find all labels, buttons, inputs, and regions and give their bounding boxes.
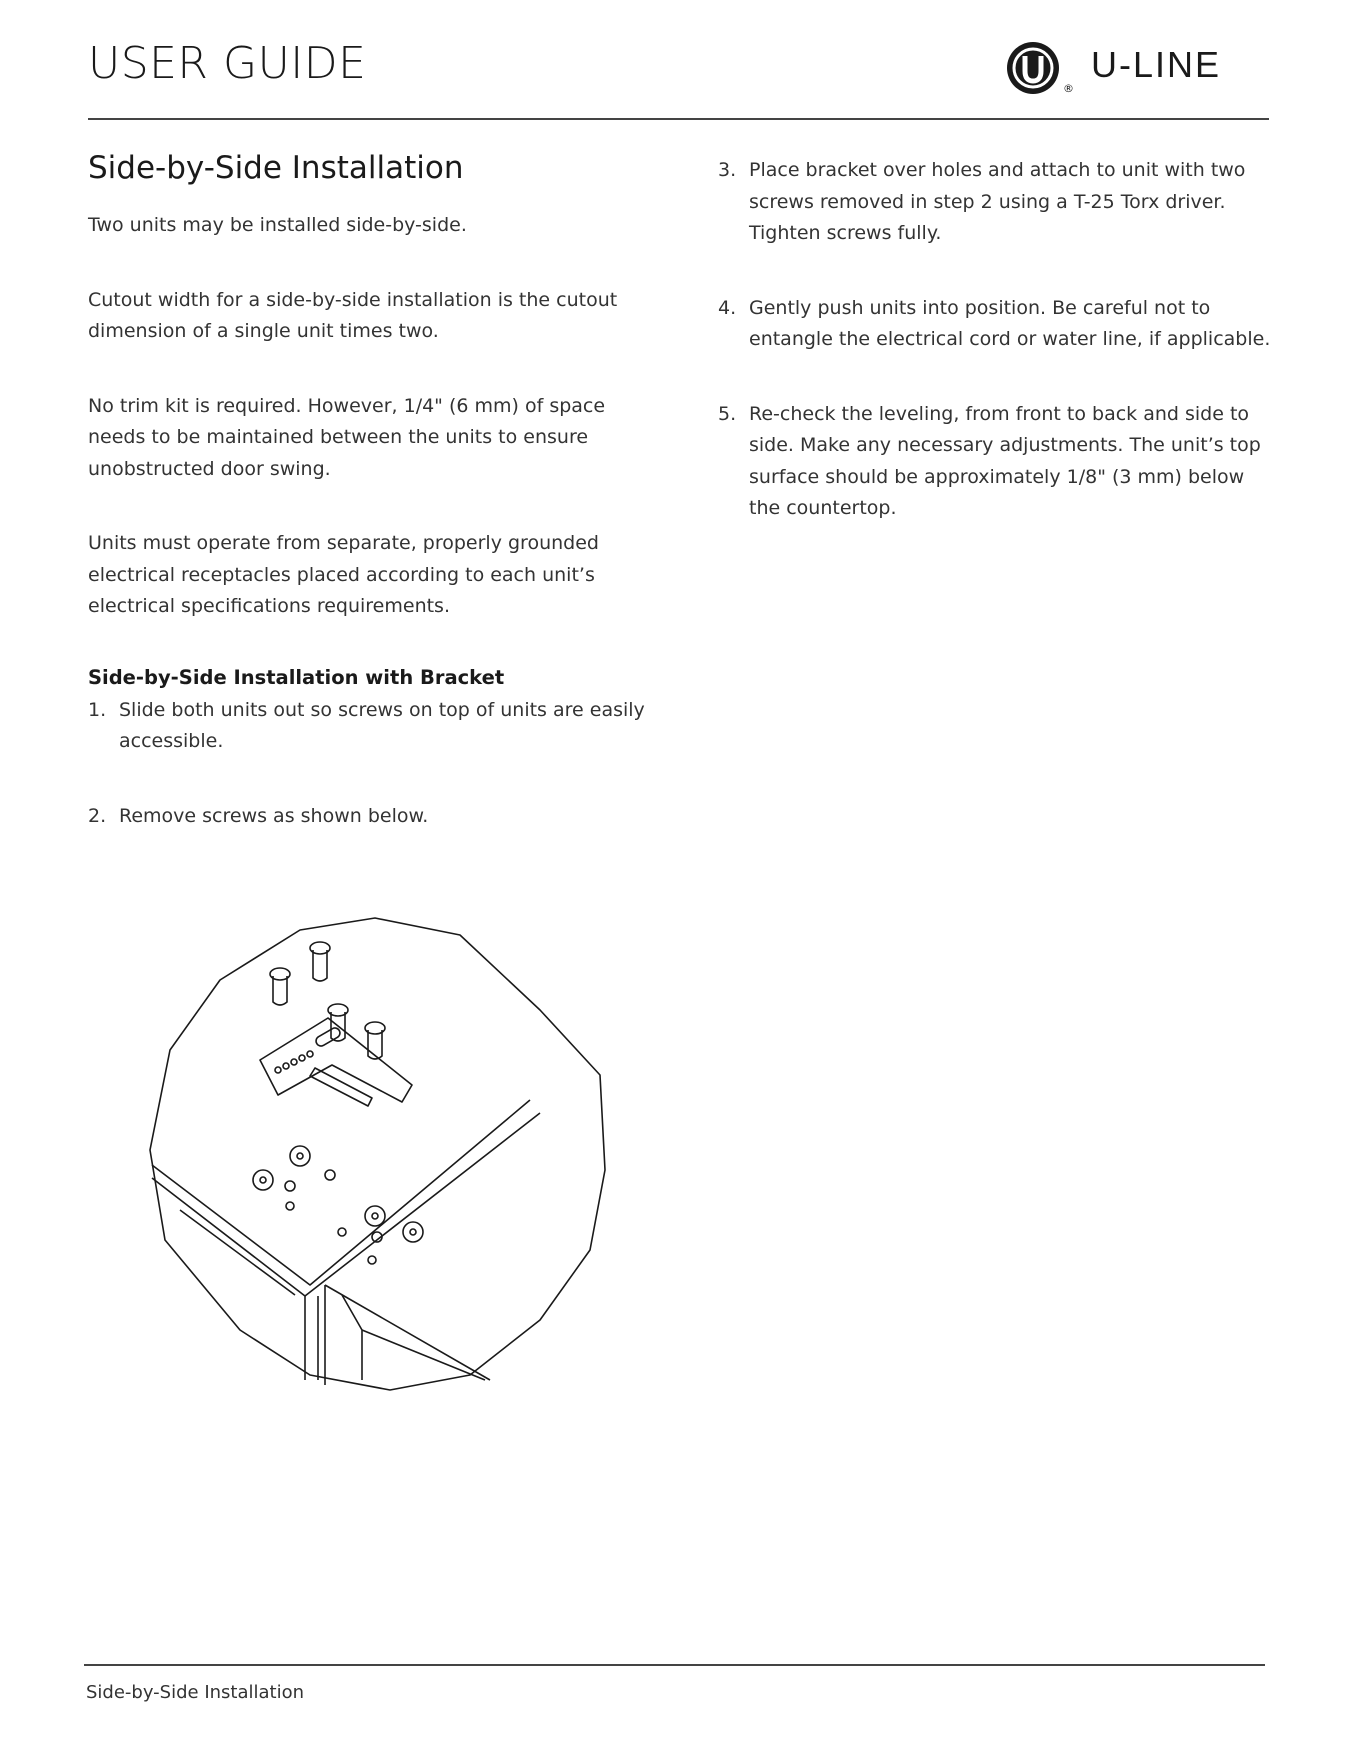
right-column bbox=[718, 155, 1273, 568]
registered-mark: ® bbox=[1063, 82, 1074, 95]
step-4 bbox=[718, 293, 1273, 356]
bracket-subheading: Side-by-Side Installation with Bracket bbox=[88, 665, 505, 689]
paragraph-cutout-width: Cutout width for a side-by-side installation is the cutout dimension of a single unit times two. bbox=[88, 288, 618, 342]
step-3 bbox=[718, 155, 1273, 250]
unit-seam-left bbox=[152, 1100, 530, 1285]
step-text: Gently push units into position. Be careful not to entangle the electrical cord or water line, if applicable. bbox=[749, 296, 1271, 350]
step-2 bbox=[88, 801, 648, 833]
installed-screws bbox=[253, 1146, 423, 1264]
brand-wordmark: U-LINE bbox=[1091, 44, 1222, 85]
step-number: 1. bbox=[88, 698, 107, 721]
page-header-title: USER GUIDE bbox=[88, 38, 367, 89]
step-5 bbox=[718, 399, 1273, 525]
u-line-logo-icon bbox=[1005, 38, 1075, 108]
screw-icon bbox=[365, 1022, 385, 1059]
screw-icon bbox=[328, 1004, 348, 1041]
step-text: Re-check the leveling, from front to back and side to side. Make any necessary adjustments. The unit’s top surface should be approximately 1/8" (3 mm) below the countertop. bbox=[749, 402, 1261, 519]
footer-divider bbox=[84, 1664, 1265, 1666]
step-1 bbox=[88, 695, 648, 758]
step-text: Place bracket over holes and attach to unit with two screws removed in step 2 using a T-25 Torx driver. Tighten screws fully. bbox=[749, 159, 1246, 244]
footer-section-label: Side-by-Side Installation bbox=[86, 1682, 305, 1703]
callout-outline bbox=[150, 918, 605, 1390]
step-text: Remove screws as shown below. bbox=[119, 804, 429, 827]
step-text: Slide both units out so screws on top of units are easily accessible. bbox=[119, 698, 645, 752]
screw-icon bbox=[270, 968, 290, 1005]
step-number: 2. bbox=[88, 804, 107, 827]
step-number: 3. bbox=[718, 159, 737, 181]
left-column bbox=[88, 150, 648, 875]
paragraph-trim-kit: No trim kit is required. However, 1/4" (6 mm) of space needs to be maintained between the units to ensure unobstructed door swing. bbox=[88, 394, 606, 480]
step-number: 5. bbox=[718, 402, 737, 425]
paragraph-side-by-side: Two units may be installed side-by-side. bbox=[88, 214, 467, 236]
header-divider bbox=[88, 118, 1269, 120]
step-number: 4. bbox=[718, 296, 737, 319]
section-heading: Side-by-Side Installation bbox=[88, 150, 464, 186]
u-line-logo bbox=[1005, 38, 1265, 104]
paragraph-electrical: Units must operate from separate, properly grounded electrical receptacles placed according to each unit’s electrical specifications requirements. bbox=[88, 532, 599, 617]
screw-icon bbox=[310, 942, 330, 981]
bracket-installation-illustration bbox=[110, 910, 620, 1410]
